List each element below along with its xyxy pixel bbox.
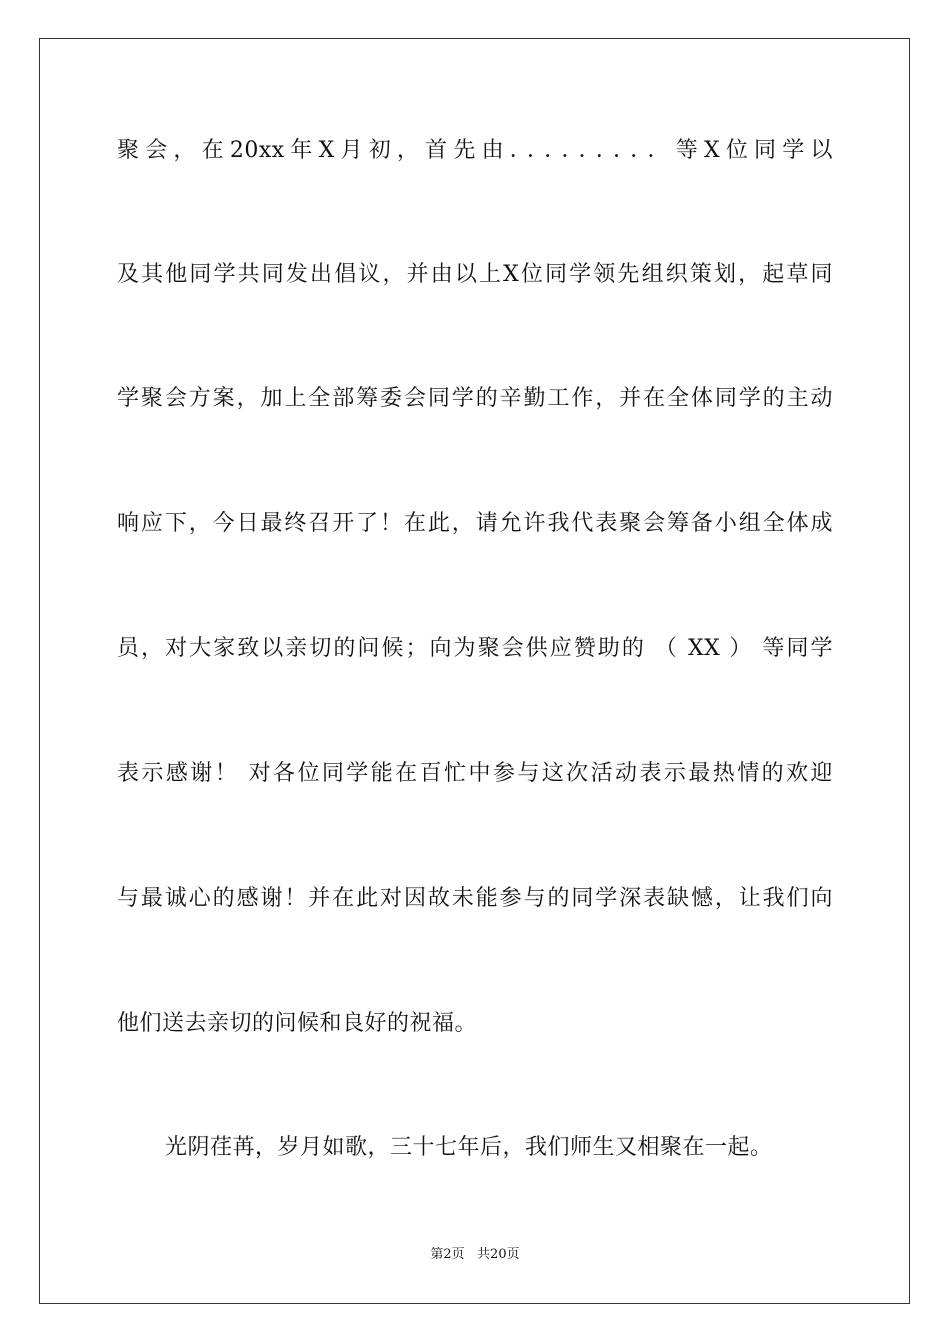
text-line-9: 光阴荏苒，岁月如歌，三十七年后，我们师生又相聚在一起。 [165,1135,773,1160]
text-line-2: 及其他同学共同发出倡议，并由以上X位同学领先组织策划，起草同 [117,262,833,287]
page-number-footer: 第2页 共20页 [430,1247,520,1262]
text-line-6: 表示感谢！ 对各位同学能在百忙中参与这次活动表示最热情的欢迎 [117,761,833,786]
page-border [39,38,910,1304]
text-line-3: 学聚会方案，加上全部筹委会同学的辛勤工作，并在全体同学的主动 [117,386,833,411]
text-line-5: 员，对大家致以亲切的问候；向为聚会供应赞助的 （ XX ） 等同学 [117,636,833,661]
text-line-7: 与最诚心的感谢！并在此对因故未能参与的同学深表缺憾，让我们向 [117,886,833,911]
text-line-4: 响应下，今日最终召开了！在此，请允许我代表聚会筹备小组全体成 [117,511,833,536]
text-line-1: 聚会，在20xx年X月初，首先由．．．．．．．．．等X位同学以 [117,138,833,163]
text-line-8: 他们送去亲切的问候和良好的祝福。 [117,1011,478,1036]
